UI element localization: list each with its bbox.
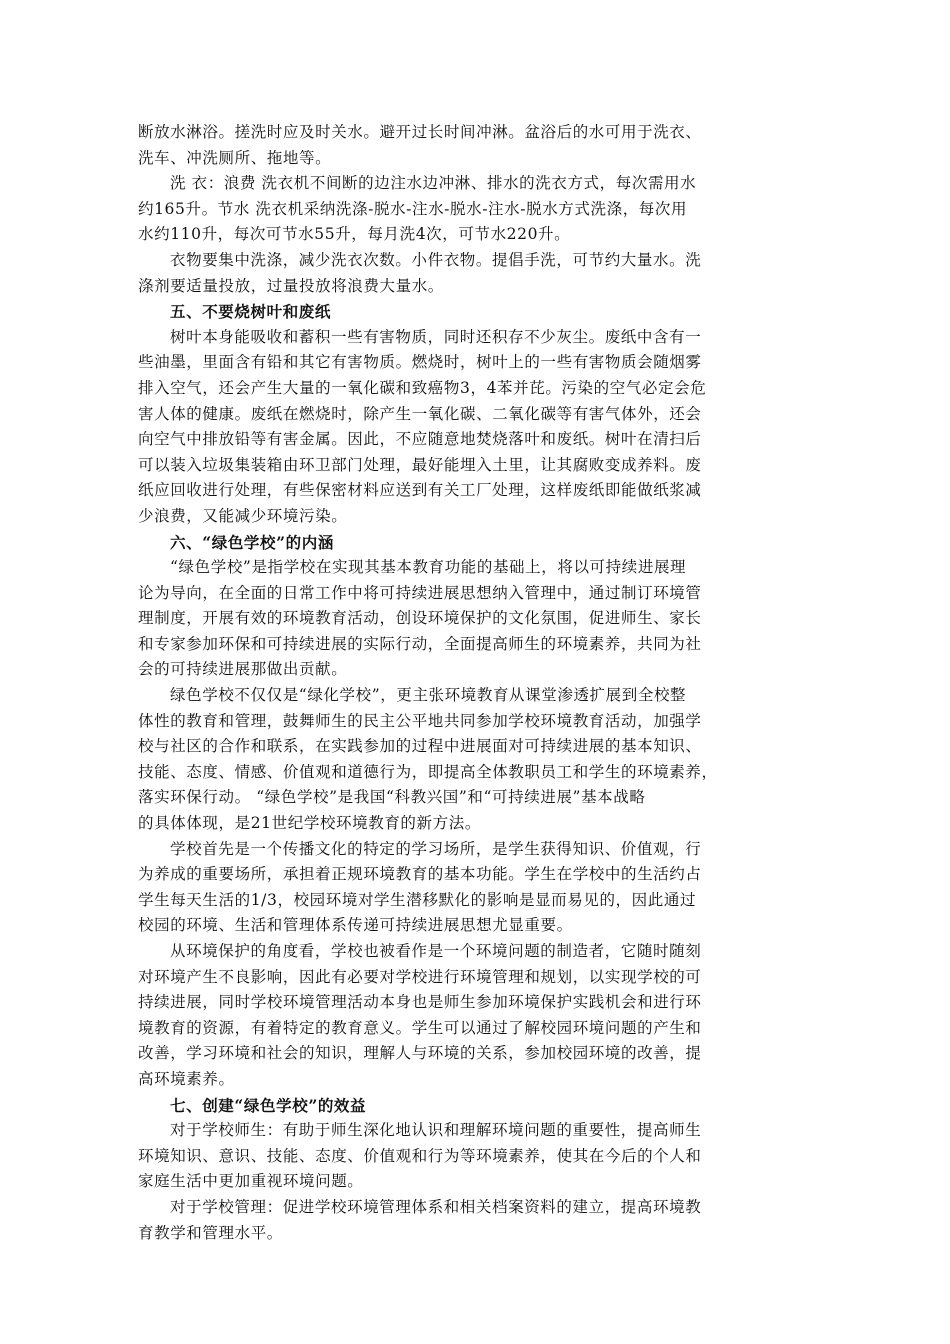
text-line: 家庭生活中更加重视环境问题。 [138,1172,364,1191]
text-line: 向空气中排放铅等有害金属。因此，不应随意地焚烧落叶和废纸。树叶在清扫后 [138,430,702,449]
text-line: 校园的环境、生活和管理体系传递可持续进展思想尤显重要。 [138,916,573,935]
text-line: 洗车、冲洗厕所、拖地等。 [138,148,332,167]
text-line: 对于学校师生：有助于师生深化地认识和理解环境问题的重要性，提高师生 [170,1121,702,1140]
body-paragraph [138,1195,812,1246]
continued-paragraph [138,120,812,171]
body-paragraph [138,171,812,248]
text-line: 断放水淋浴。搓洗时应及时关水。避开过长时间冲淋。盆浴后的水可用于洗衣、 [138,123,702,141]
text-line: 六、“绿色学校”的内涵 [170,532,334,552]
text-line: 树叶本身能吸收和蓄积一些有害物质，同时还积存不少灰尘。废纸中含有一 [170,327,702,346]
text-line: 涤剂要适量投放，过量投放将浪费大量水。 [138,276,444,295]
body-paragraph [138,683,812,837]
text-line: 改善，学习环境和社会的知识，理解人与环境的关系，参加校园环境的改善，提 [138,1044,702,1063]
text-line: 水约110升，每次可节水55升，每月洗4次，可节水220升。 [138,225,571,244]
text-line: 持续进展，同时学校环境管理活动本身也是师生参加环境保护实践机会和进行环 [138,993,702,1012]
body-paragraph [138,1118,812,1195]
text-line: 落实环保行动。 “绿色学校”是我国“科教兴国”和“可持续进展”基本战略 [138,788,646,807]
text-line: 高环境素养。 [138,1069,235,1088]
text-line: 绿色学校不仅仅是“绿化学校”，更主张环境教育从课堂渗透扩展到全校整 [170,686,687,705]
text-line: 对于学校管理：促进学校环境管理体系和相关档案资料的建立，提高环境教 [170,1197,702,1216]
text-line: 理制度，开展有效的环境教育活动，创设环境保护的文化氛围，促进师生、家长 [138,609,702,628]
body-paragraph [138,837,812,939]
body-paragraph [138,555,812,683]
text-line: 少浪费，又能减少环境污染。 [138,506,348,525]
text-line: 从环境保护的角度看，学校也被看作是一个环境问题的制造者，它随时随刻 [170,942,702,960]
text-line: 环境知识、意识、技能、态度、价值观和行为等环境素养，使其在今后的个人和 [138,1146,702,1165]
text-line: 会的可持续进展那做出贡献。 [138,660,348,679]
section-heading [138,530,812,556]
text-line: 些油墨，里面含有铅和其它有害物质。燃烧时，树叶上的一些有害物质会随烟雾 [138,353,702,372]
text-line: 育教学和管理水平。 [138,1223,283,1242]
text-line: 纸应回收进行处理，有些保密材料应送到有关工厂处理，这样废纸即能做纸浆减 [138,481,702,500]
text-line: 七、创建“绿色学校”的效益 [170,1095,367,1115]
text-line: 境教育的资源，有着特定的教育意义。学生可以通过了解校园环境问题的产生和 [138,1018,702,1037]
text-line: 学生每天生活的1/3，校园环境对学生潜移默化的影响是显而易见的，因此通过 [138,890,697,909]
text-line: 可以装入垃圾集装箱由环卫部门处理，最好能埋入土里，让其腐败变成养料。废 [138,455,702,474]
text-line: 校与社区的合作和联系，在实践参加的过程中进展面对可持续进展的基本知识、 [138,737,702,756]
text-line: 衣物要集中洗涤，减少洗衣次数。小件衣物。提倡手洗，可节约大量水。洗 [170,250,702,269]
text-line: 五、不要烧树叶和废纸 [170,302,332,322]
text-line: 害人体的健康。废纸在燃烧时，除产生一氧化碳、二氧化碳等有害气体外，还会 [138,404,702,423]
text-line: 学校首先是一个传播文化的特定的学习场所，是学生获得知识、价值观，行 [170,839,702,858]
section-heading [138,299,812,325]
text-line: 排入空气，还会产生大量的一氧化碳和致癌物3，4苯并芘。污染的空气必定会危 [138,378,707,397]
text-line: 的具体体现，是21世纪学校环境教育的新方法。 [138,814,481,833]
document-page [138,120,812,1246]
body-paragraph [138,248,812,299]
text-line: 对环境产生不良影响，因此有必要对学校进行环境管理和规划，以实现学校的可 [138,967,702,986]
text-line: 论为导向，在全面的日常工作中将可持续进展思想纳入管理中，通过制订环境管 [138,583,702,602]
body-paragraph [138,325,812,530]
text-line: 为养成的重要场所，承担着正规环境教育的基本功能。学生在学校中的生活约占 [138,865,702,884]
text-line: 和专家参加环保和可持续进展的实际行动，全面提高师生的环境素养，共同为社 [138,634,702,653]
section-heading [138,1093,812,1119]
text-line: 体性的教育和管理，鼓舞师生的民主公平地共同参加学校环境教育活动，加强学 [138,711,702,730]
text-line: “绿色学校”是指学校在实现其基本教育功能的基础上，将以可持续进展理 [170,558,687,577]
body-paragraph [138,939,812,1093]
text-line: 约165升。节水 洗衣机采纳洗涤-脱水-注水-脱水-注水-脱水方式洗涤，每次用 [138,199,688,218]
text-line: 洗 衣：浪费 洗衣机不间断的边注水边冲淋、排水的洗衣方式，每次需用水 [170,174,697,193]
text-line: 技能、态度、情感、价值观和道德行为，即提高全体教职员工和学生的环境素养， [138,762,718,781]
